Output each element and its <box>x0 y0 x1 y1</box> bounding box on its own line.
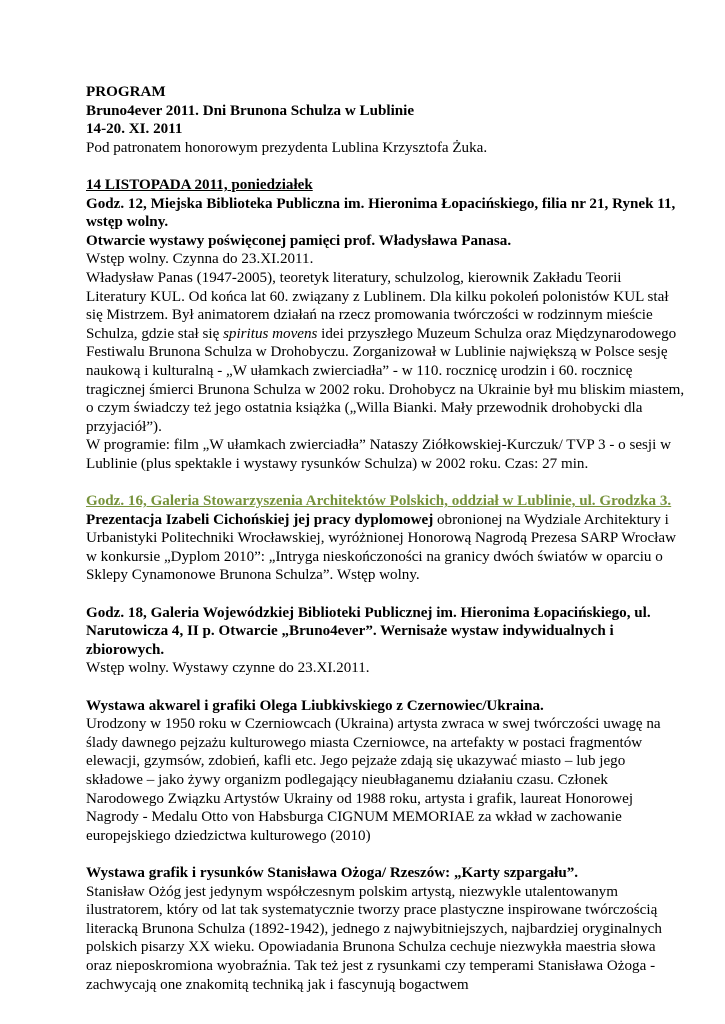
patronage-line: Pod patronatem honorowym prezydenta Lublina Krzysztofa Żuka. <box>86 139 488 156</box>
event1-desc-part-b: idei przyszłego Muzeum Schulza oraz Międzynarodowego Festiwalu Brunona Schulza w Drohobyczu. Zorganizował w Lublinie największą w Polsce sesję naukową i kulturalną - „W ułamkach zwierciadła” - w 110. rocznicę urodzin i 60. rocznicę tragicznej śmierci Brunona Schulza w 2002 roku. Drohobycz na Ukrainie był mu bliskim miastem, o czym świadczy też jego ostatnia książka („Willa Bianki. Mały przewodnik drohobycki dla przyjaciół”). <box>86 325 685 435</box>
spacer <box>86 473 685 492</box>
event1-desc-part-a: Władysław Panas (1947-2005), teoretyk literatury, schulzolog, kierownik Zakładu Teorii Literatury KUL. Od końca lat 60. związany z Lublinem. Dla kilku pokoleń polonistów KUL stał się Mistrzem. Był animatorem działań na rzecz promowania twórczości w rodzinnym mieście Schulza, gdzie stał się <box>86 269 669 342</box>
event1-entry: Wstęp wolny. Czynna do 23.XI.2011. <box>86 251 314 268</box>
exhibit1-title: Wystawa akwarel i grafiki Olega Liubkivskiego z Czernowiec/Ukraina. <box>86 697 544 714</box>
event2-title: Prezentacja Izabeli Cichońskiej jej pracy dyplomowej <box>86 511 434 528</box>
event2-description <box>86 511 685 585</box>
event1-program: W programie: film „W ułamkach zwierciadła” Nataszy Ziółkowskiej-Kurczuk/ TVP 3 - o sesji w Lublinie (plus spektakle i wystawy rysunków Schulza) w 2002 roku. Czas: 27 min. <box>86 437 671 472</box>
exhibit1-description: Urodzony w 1950 roku w Czerniowcach (Ukraina) artysta zwraca w swej twórczości uwagę na ślady dawnego pejzażu kulturowego miasta Czerniowce, na artefakty w postaci fragmentów elewacji, gzymsów, zdobień, kafli etc. Jego pejzaże zdają się ukazywać miasto – lub jego składowe – jako żywy organizm podlegający nieubłaganemu działaniu czasu. Członek Narodowego Związku Artystów Ukrainy od 1988 roku, artysta i grafik, laureat Honorowej Nagrody - Medalu Otto von Habsburga CIGNUM MEMORIAE za wkład w zachowanie europejskiego dziedzictwa kulturowego (2010) <box>86 716 661 844</box>
event3-entry: Wstęp wolny. Wystawy czynne do 23.XI.2011. <box>86 660 370 677</box>
exhibit2-description: Stanisław Ożóg jest jedynym współczesnym polskim artystą, niezwykle utalentowanym ilustratorem, który od lat tak systematycznie tworzy prace plastyczne inspirowane twórczością literacką Brunona Schulza (1892-1942), jednego z najwybitniejszych, najbardziej oryginalnych polskich pisarzy XX wieku. Opowiadania Brunona Schulza cechuje niezwykła maestria słowa oraz nieposkromiona wyobraźnia. Tak też jest z rysunkami czy temperami Stanisława Ożoga - zachwycają one znakomitą techniką jak i fascynują bogactwem <box>86 883 662 993</box>
event1-place: Godz. 12, Miejska Biblioteka Publiczna im. Hieronima Łopacińskiego, filia nr 21, Rynek 11, wstęp wolny. <box>86 195 676 231</box>
spacer <box>86 585 685 604</box>
event1-desc-italic: spiritus movens <box>223 325 318 342</box>
day-heading: 14 LISTOPADA 2011, poniedziałek <box>86 176 313 193</box>
exhibit2-title: Wystawa grafik i rysunków Stanisława Ożoga/ Rzeszów: „Karty szpargału”. <box>86 864 579 881</box>
event2-place-link[interactable]: Godz. 16, Galeria Stowarzyszenia Architektów Polskich, oddział w Lublinie, ul. Grodzka 3. <box>86 493 672 510</box>
program-heading: PROGRAM <box>86 84 166 100</box>
event3-place: Godz. 18, Galeria Wojewódzkiej Biblioteki Publicznej im. Hieronima Łopacińskiego, ul. Narutowicza 4, II p. Otwarcie „Bruno4ever”. Wernisaże wystaw indywidualnych i zbiorowych. <box>86 604 651 658</box>
event1-description <box>86 269 685 436</box>
spacer <box>86 678 685 697</box>
event1-title: Otwarcie wystawy poświęconej pamięci prof. Władysława Panasa. <box>86 232 512 249</box>
spacer <box>86 157 685 176</box>
document-dates: 14-20. XI. 2011 <box>86 121 183 138</box>
event2-desc: obronionej na Wydziale Architektury i Urbanistyki Politechniki Wrocławskiej, wyróżnionej Honorową Nagrodą Prezesa SARP Wrocław w konkursie „Dyplom 2010”: „Intryga nieskończoności na granicy dwóch światów w oparciu o Sklepy Cynamonowe Brunona Schulza”. Wstęp wolny. <box>86 511 676 584</box>
document-title: Bruno4ever 2011. Dni Brunona Schulza w Lublinie <box>86 102 415 119</box>
spacer <box>86 845 685 864</box>
